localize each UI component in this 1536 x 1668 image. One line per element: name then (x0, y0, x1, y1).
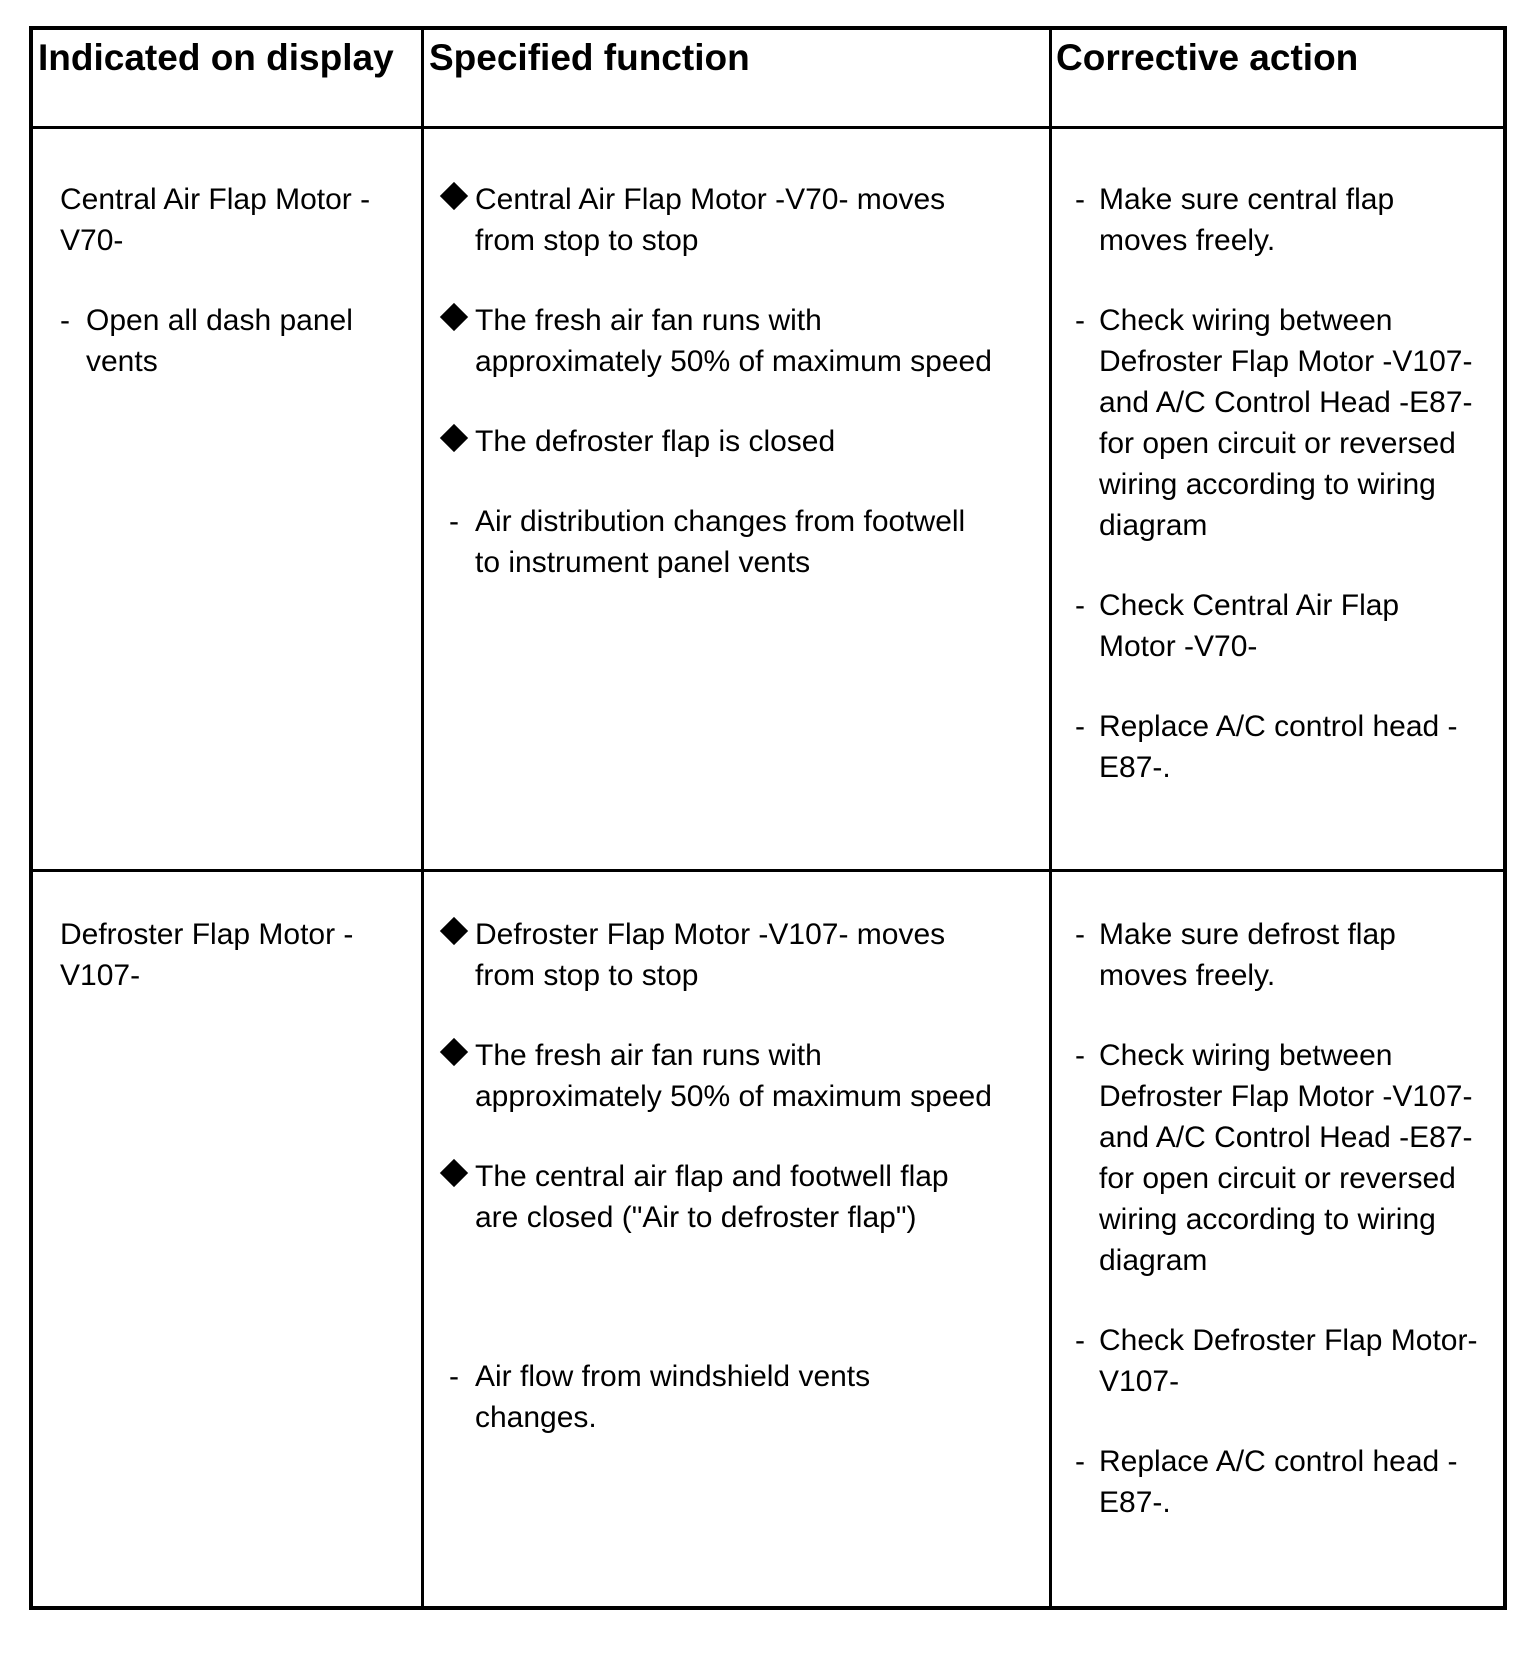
action-item: - Make sure central flap moves freely. (1099, 179, 1479, 261)
dash-marker: - (1075, 710, 1085, 743)
action-item: - Check wiring between Defroster Flap Motor -V107-and A/C Control Head -E87- for open circuit or reversed wiring according to wiring diagram (1099, 300, 1479, 546)
diamond-bullet-icon (439, 302, 469, 332)
row-2-actions (1075, 914, 1479, 1523)
dash-marker: - (1075, 918, 1085, 951)
dash-marker: - (60, 304, 70, 337)
dash-marker: - (449, 505, 459, 538)
dash-marker: - (1075, 1445, 1085, 1478)
indicated-title: Central Air Flap Motor -V70- (60, 183, 371, 257)
diamond-bullet-icon (439, 916, 469, 946)
header-action: Corrective action (1056, 37, 1359, 78)
action-item: - Check Central Air Flap Motor -V70- (1099, 585, 1479, 667)
diamond-bullet-icon (439, 1158, 469, 1188)
row-2-indicated (60, 914, 360, 996)
action-item: - Make sure defrost flap moves freely. (1099, 914, 1479, 996)
indicated-sub: - Open all dash panel vents (60, 300, 380, 382)
indicated-title: Defroster Flap Motor -V107- (60, 918, 354, 992)
diamond-bullet-icon (439, 423, 469, 453)
header-indicated: Indicated on display (38, 37, 394, 78)
column-divider-2 (1049, 30, 1052, 1606)
function-item: Defroster Flap Motor -V107- moves from stop to stop (437, 914, 997, 996)
dash-marker: - (1075, 183, 1085, 216)
action-item: - Check Defroster Flap Motor-V107- (1099, 1320, 1479, 1402)
diagnostic-table (29, 26, 1507, 1610)
action-item: - Check wiring between Defroster Flap Motor -V107-and A/C Control Head -E87- for open circuit or reversed wiring according to wiring diagram (1099, 1035, 1479, 1281)
column-divider-1 (421, 30, 424, 1606)
diamond-bullet-icon (439, 1037, 469, 1067)
action-item: - Replace A/C control head -E87-. (1099, 706, 1479, 788)
function-item: The fresh air fan runs with approximately 50% of maximum speed (437, 1035, 997, 1117)
row-1-indicated (60, 179, 380, 382)
header-divider (33, 126, 1503, 129)
function-item: - Air distribution changes from footwell to instrument panel vents (437, 501, 997, 583)
dash-marker: - (449, 1360, 459, 1393)
dash-marker: - (1075, 304, 1085, 337)
dash-marker: - (1075, 1039, 1085, 1072)
diamond-bullet-icon (439, 181, 469, 211)
row-1-actions (1075, 179, 1479, 788)
function-item: The fresh air fan runs with approximately 50% of maximum speed (437, 300, 997, 382)
function-item: The central air flap and footwell flap are closed ("Air to defroster flap") (437, 1156, 997, 1238)
row-2-functions (437, 914, 997, 1438)
function-item: - Air flow from windshield vents changes. (437, 1356, 997, 1438)
action-item: - Replace A/C control head -E87-. (1099, 1441, 1479, 1523)
row-1-functions (437, 179, 997, 583)
row-divider (33, 869, 1503, 872)
dash-marker: - (1075, 589, 1085, 622)
function-item: Central Air Flap Motor -V70- moves from stop to stop (437, 179, 997, 261)
function-item: The defroster flap is closed (437, 421, 997, 462)
header-function: Specified function (429, 37, 750, 78)
dash-marker: - (1075, 1324, 1085, 1357)
